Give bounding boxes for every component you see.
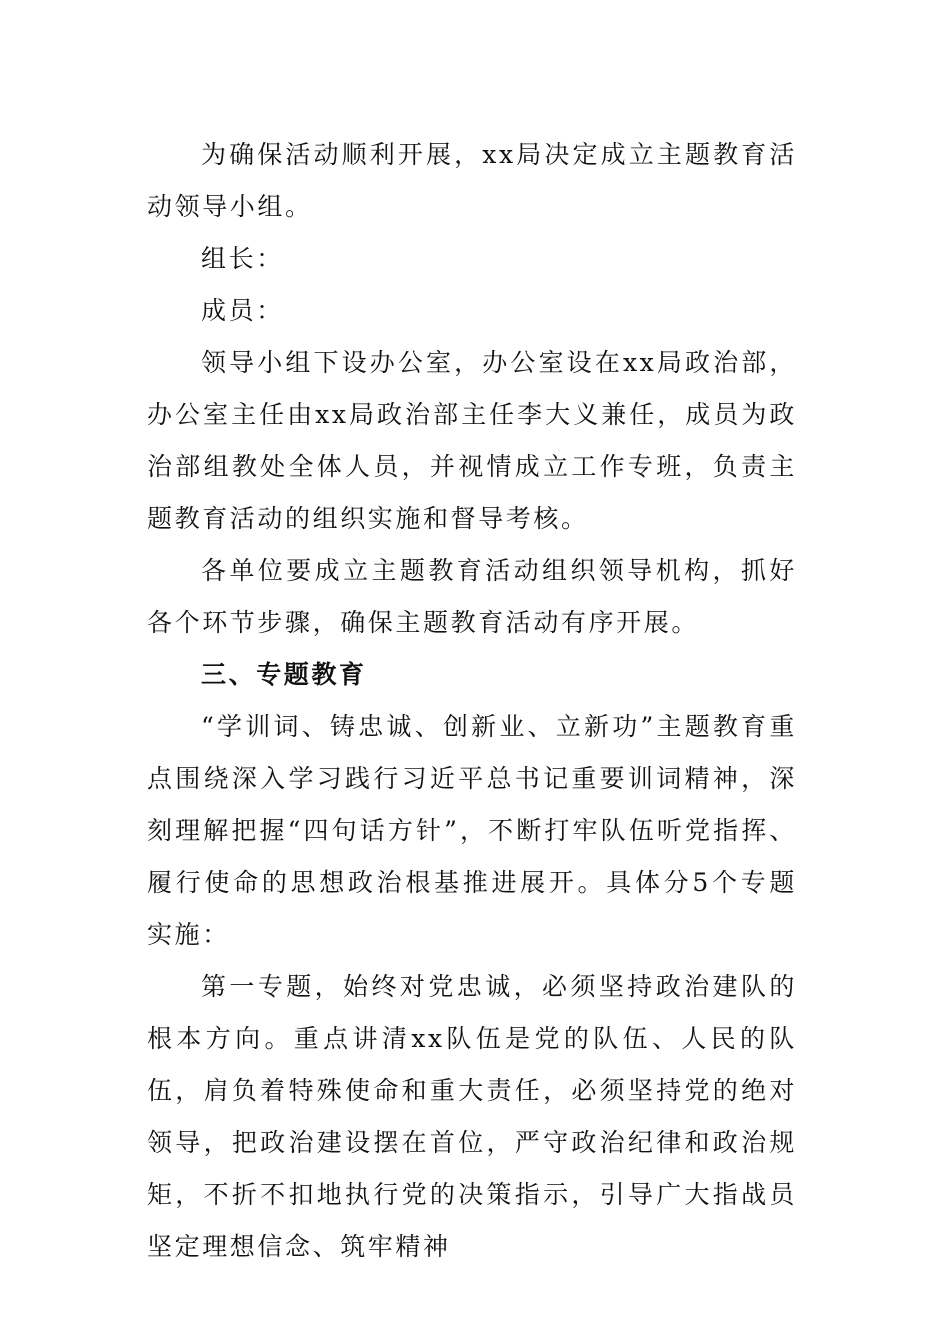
section-heading-special-education: 三、专题教育	[201, 660, 367, 689]
paragraph-leadership-group: 为确保活动顺利开展，xx局决定成立主题教育活动领导小组。	[147, 140, 797, 221]
paragraph-units: 各单位要成立主题教育活动组织领导机构，抓好各个环节步骤，确保主题教育活动有序开展。	[147, 556, 797, 637]
paragraph-theme-education: “学训词、铸忠诚、创新业、立新功”主题教育重点围绕深入学习践行习近平总书记重要训词精神，深刻理解把握“四句话方针”，不断打牢队伍听党指挥、履行使命的思想政治根基推进展开。具体分5个专题实施：	[147, 712, 797, 949]
paragraph-office: 领导小组下设办公室，办公室设在xx局政治部，办公室主任由xx局政治部主任李大义兼任，成员为政治部组教处全体人员，并视情成立工作专班，负责主题教育活动的组织实施和督导考核。	[147, 348, 797, 533]
paragraph-members: 成员：	[201, 296, 284, 325]
paragraph-first-topic: 第一专题，始终对党忠诚，必须坚持政治建队的根本方向。重点讲清xx队伍是党的队伍、人民的队伍，肩负着特殊使命和重大责任，必须坚持党的绝对领导，把政治建设摆在首位，严守政治纪律和政治规矩，不折不扣地执行党的决策指示，引导广大指战员坚定理想信念、筑牢精神	[147, 972, 797, 1261]
paragraph-group-leader: 组长：	[201, 244, 284, 273]
document-body	[147, 129, 797, 1273]
